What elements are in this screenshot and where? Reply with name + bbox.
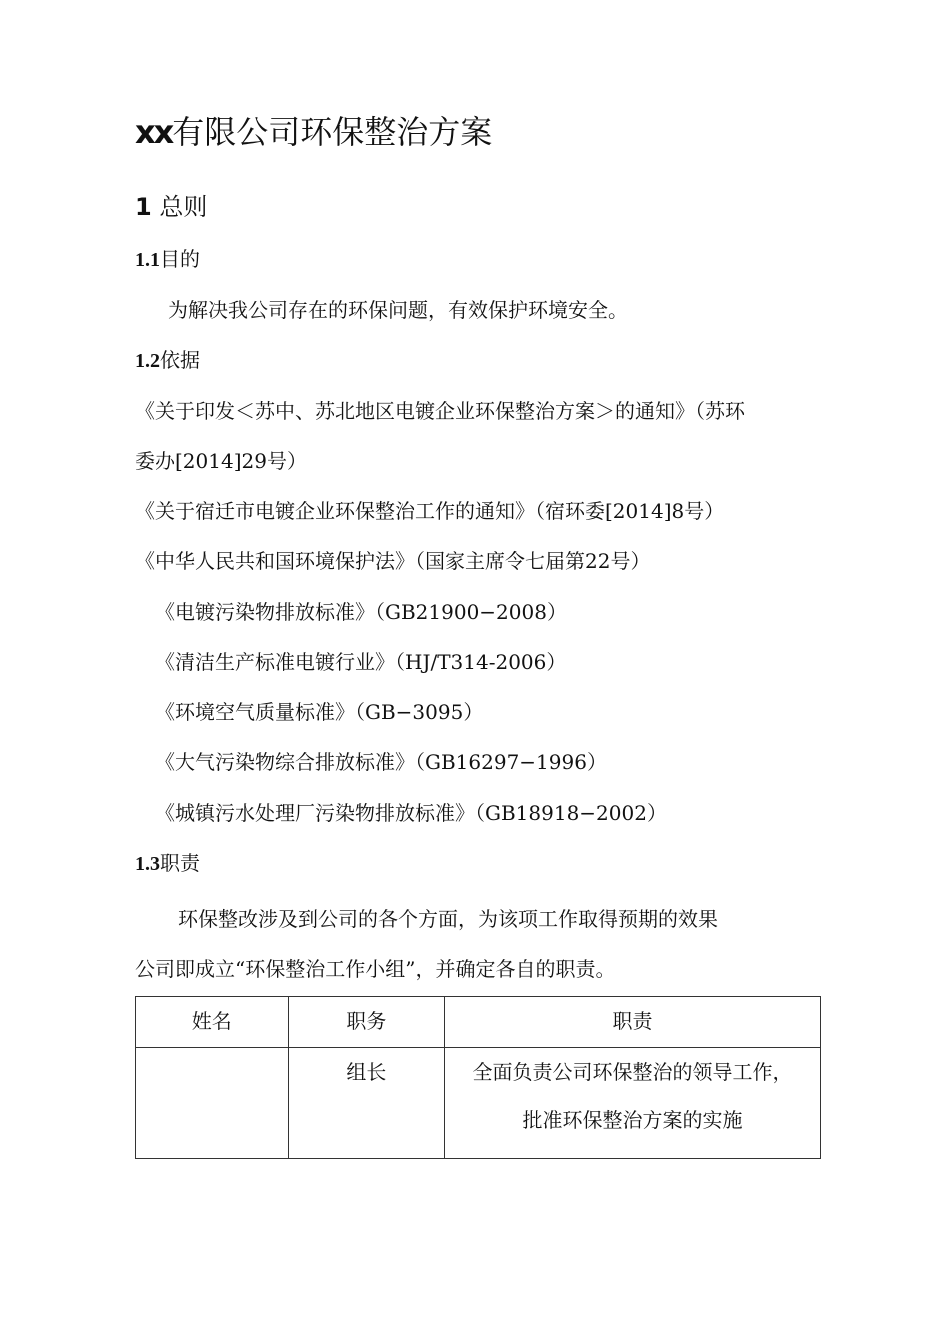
subsection-heading-1-2 bbox=[135, 346, 200, 375]
reference-line: 《环境空气质量标准》（GB−3095） bbox=[155, 700, 484, 724]
subsection-number: 1.1 bbox=[135, 249, 160, 271]
reference-line: 《大气污染物综合排放标准》（GB16297−1996） bbox=[155, 750, 607, 774]
subsection-heading-1-1 bbox=[135, 245, 200, 274]
duty-paragraph-line-2: 公司即成立“环保整治工作小组”，并确定各自的职责。 bbox=[135, 957, 616, 981]
subsection-label: 职责 bbox=[160, 851, 200, 875]
section-heading-1 bbox=[135, 190, 207, 224]
section-number: 1 bbox=[135, 193, 152, 221]
reference-line: 委办[2014]29号） bbox=[135, 449, 307, 473]
header-name: 姓名 bbox=[136, 997, 289, 1048]
reference-line: 《关于印发＜苏中、苏北地区电镀企业环保整治方案＞的通知》（苏环 bbox=[135, 399, 745, 423]
purpose-paragraph: 为解决我公司存在的环保问题，有效保护环境安全。 bbox=[168, 298, 628, 322]
title-prefix: xx bbox=[135, 113, 173, 151]
header-position: 职务 bbox=[288, 997, 445, 1048]
table-row bbox=[136, 1048, 821, 1159]
document-title bbox=[135, 110, 492, 154]
subsection-number: 1.3 bbox=[135, 853, 160, 875]
cell-name bbox=[136, 1048, 289, 1159]
duty-paragraph-line-1: 环保整改涉及到公司的各个方面，为该项工作取得预期的效果 bbox=[178, 907, 718, 931]
subsection-heading-1-3 bbox=[135, 849, 200, 878]
duty-table bbox=[135, 996, 821, 1159]
reference-line: 《清洁生产标准电镀行业》（HJ/T314-2006） bbox=[155, 650, 567, 674]
cell-position: 组长 bbox=[288, 1048, 445, 1159]
title-text: 有限公司环保整治方案 bbox=[172, 113, 493, 151]
reference-line: 《中华人民共和国环境保护法》（国家主席令七届第22号） bbox=[135, 549, 651, 573]
cell-duty bbox=[445, 1048, 821, 1159]
subsection-label: 目的 bbox=[160, 247, 200, 271]
section-label: 总则 bbox=[159, 193, 208, 221]
subsection-number: 1.2 bbox=[135, 350, 160, 372]
header-duty: 职责 bbox=[445, 997, 821, 1048]
duty-line-1: 全面负责公司环保整治的领导工作， bbox=[472, 1060, 793, 1084]
table-header-row bbox=[136, 997, 821, 1048]
reference-line: 《城镇污水处理厂污染物排放标准》（GB18918−2002） bbox=[155, 801, 667, 825]
subsection-label: 依据 bbox=[160, 348, 200, 372]
reference-line: 《关于宿迁市电镀企业环保整治工作的通知》（宿环委[2014]8号） bbox=[135, 499, 725, 523]
reference-line: 《电镀污染物排放标准》（GB21900−2008） bbox=[155, 600, 567, 624]
duty-line-2: 批准环保整治方案的实施 bbox=[522, 1108, 743, 1132]
